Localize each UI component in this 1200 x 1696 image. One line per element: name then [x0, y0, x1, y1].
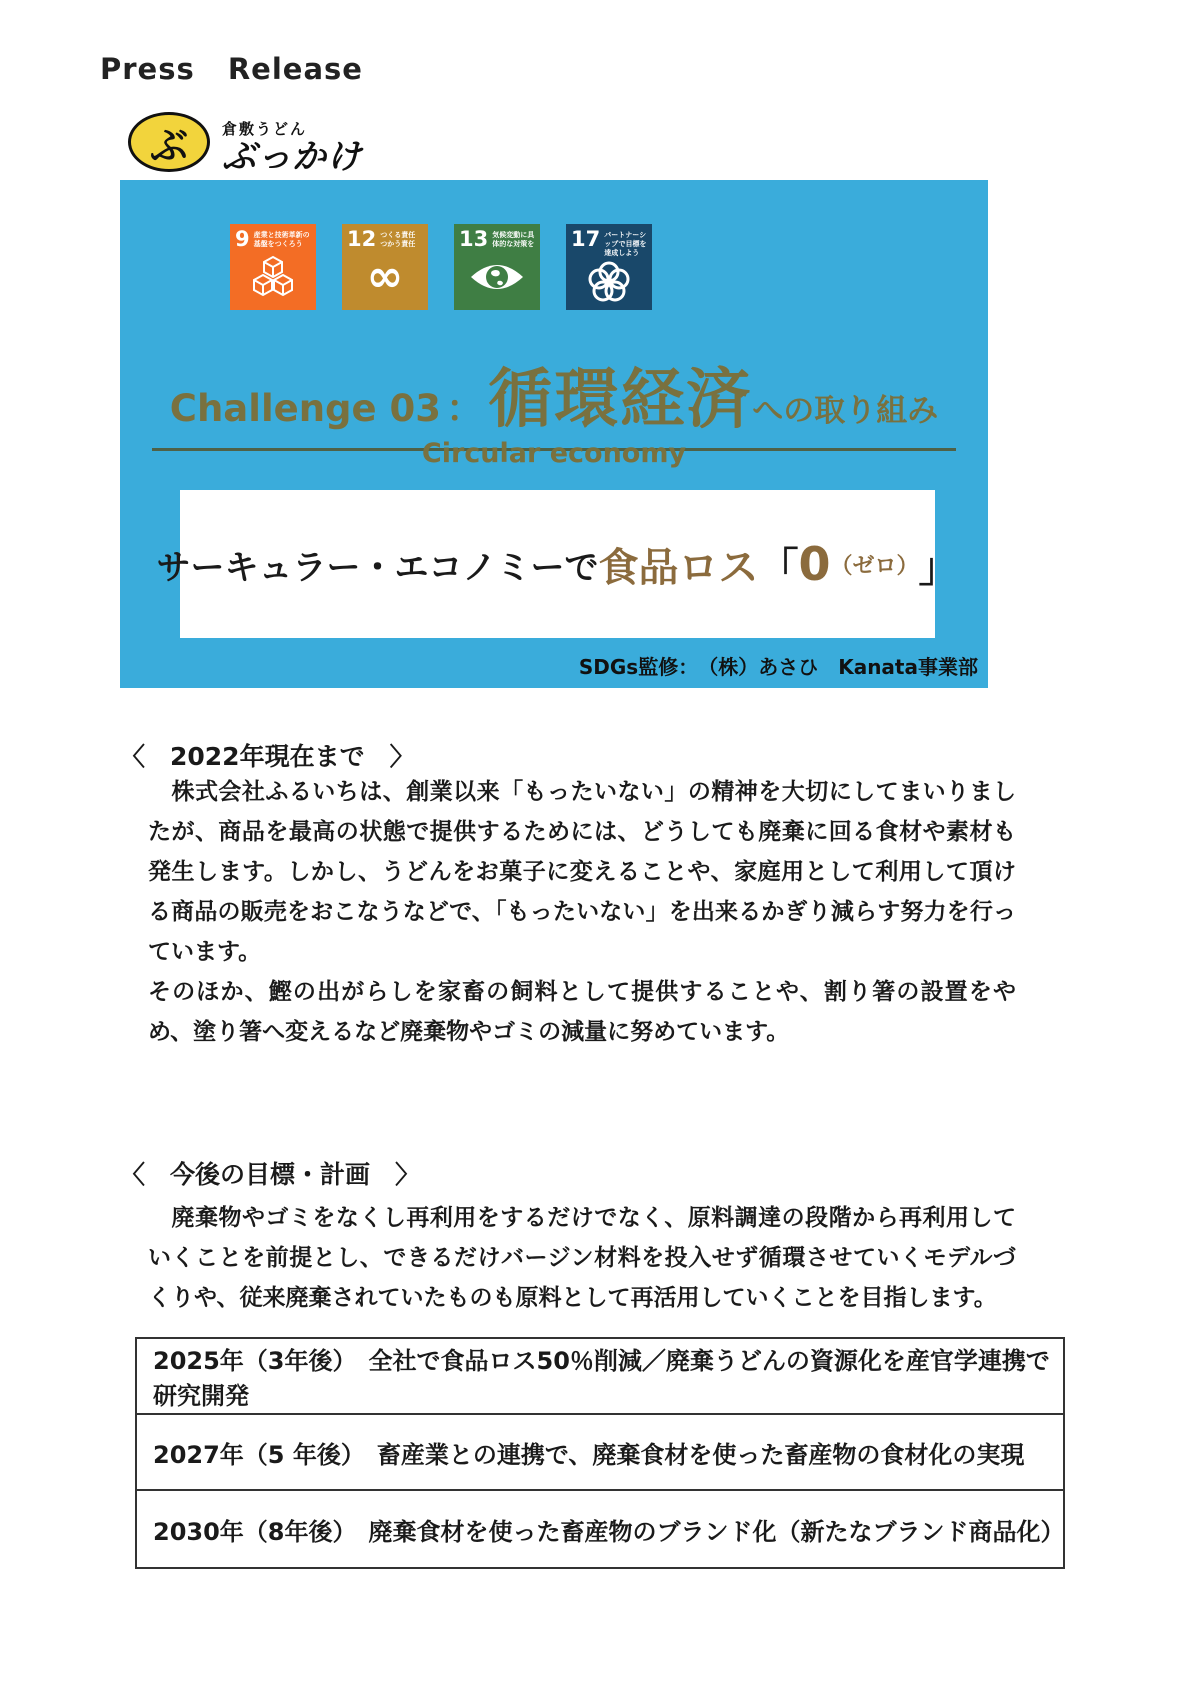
sdg-tile-12	[342, 224, 428, 310]
slogan-brown-part: 食品ロス	[598, 544, 759, 591]
sdg-number: 17	[571, 227, 601, 251]
challenge-subtitle-en: Circular economy	[421, 438, 687, 469]
sdg-label: つくる責任 つかう責任	[380, 231, 416, 248]
challenge-main-title: 循環経済	[488, 363, 753, 437]
slogan-box	[156, 490, 959, 638]
paragraph: 株式会社ふるいちは、創業以来「もったいない」の精神を大切にしてまいりましたが、商品を最高の状態で提供するためには、どうしても廃棄に回る食材や素材も発生します。しかし、うどんをお菓子に変えることや、家庭用として利用して頂ける商品の販売をおこなうなどで、「もったいない」を出来るかぎり減らす努力を行っています。	[148, 779, 1017, 965]
cubes-icon	[235, 249, 311, 305]
challenge-banner	[120, 180, 988, 688]
table-row: 2027年（5 年後） 畜産業との連携で、廃棄食材を使った畜産物の食材化の実現	[137, 1415, 1063, 1491]
sdg-label: 気候変動に具体的な対策を	[492, 231, 535, 248]
slogan-black-part: サーキュラー・エコノミーで	[156, 547, 599, 588]
slogan-zero: 0	[798, 537, 831, 591]
paragraph: そのほか、鰹の出がらしを家畜の飼料として提供することや、割り箸の設置をやめ、塗り箸へ変えるなど廃棄物やゴミの減量に努めています。	[148, 979, 1016, 1045]
challenge-colon: ：	[446, 387, 484, 430]
company-logo	[128, 112, 362, 175]
logo-mark-icon: ぶ	[128, 112, 210, 172]
table-row: 2030年（8年後） 廃棄食材を使った畜産物のブランド化（新たなブランド商品化）	[137, 1491, 1063, 1567]
slogan-bracket-open: 「	[758, 544, 799, 591]
section-body-current	[148, 772, 1016, 1052]
eye-globe-icon	[459, 249, 535, 305]
sdg-icon-row	[230, 224, 652, 310]
sdg-number: 12	[347, 227, 377, 251]
page-title: Press Release	[100, 52, 363, 86]
challenge-suffix: への取り組み	[752, 393, 939, 429]
paragraph: 廃棄物やゴミをなくし再利用をするだけでなく、原料調達の段階から再利用していくことを前提とし、できるだけバージン材料を投入せず循環させていくモデルづくりや、従来廃棄されていたものも原料として再活用していくことを目指します。	[148, 1205, 1016, 1311]
flower-icon	[571, 258, 647, 306]
sdg-tile-13	[454, 224, 540, 310]
sdgs-supervision-credit: SDGs監修： （株）あさひ Kanata事業部	[578, 655, 978, 679]
logo-subtext: 倉敷うどん	[222, 120, 308, 138]
sdg-tile-17	[566, 224, 652, 310]
sdg-tile-9	[230, 224, 316, 310]
table-row: 2025年（3年後） 全社で食品ロス50％削減／廃棄うどんの資源化を産官学連携で研究開発	[137, 1339, 1063, 1415]
challenge-title	[120, 348, 988, 451]
infinity-icon: ∞	[366, 251, 404, 302]
section-body-goals	[148, 1198, 1016, 1318]
sdg-label: 産業と技術革新の基盤をつくろう	[253, 231, 310, 248]
goals-timeline-table	[135, 1337, 1065, 1569]
logo-brand-name: ぶっかけ	[222, 137, 362, 177]
sdg-number: 9	[235, 227, 250, 251]
sdg-label: パートナーシップで目標を達成しよう	[604, 231, 647, 257]
section-heading-goals: 〈 今後の目標・計画 〉	[120, 1160, 421, 1189]
slogan-zero-reading: （ゼロ）	[830, 553, 919, 579]
sdg-number: 13	[459, 227, 489, 251]
slogan-bracket-close: 」	[918, 544, 959, 591]
section-heading-current: 〈 2022年現在まで 〉	[120, 742, 415, 771]
challenge-prefix: Challenge 03	[169, 387, 442, 430]
